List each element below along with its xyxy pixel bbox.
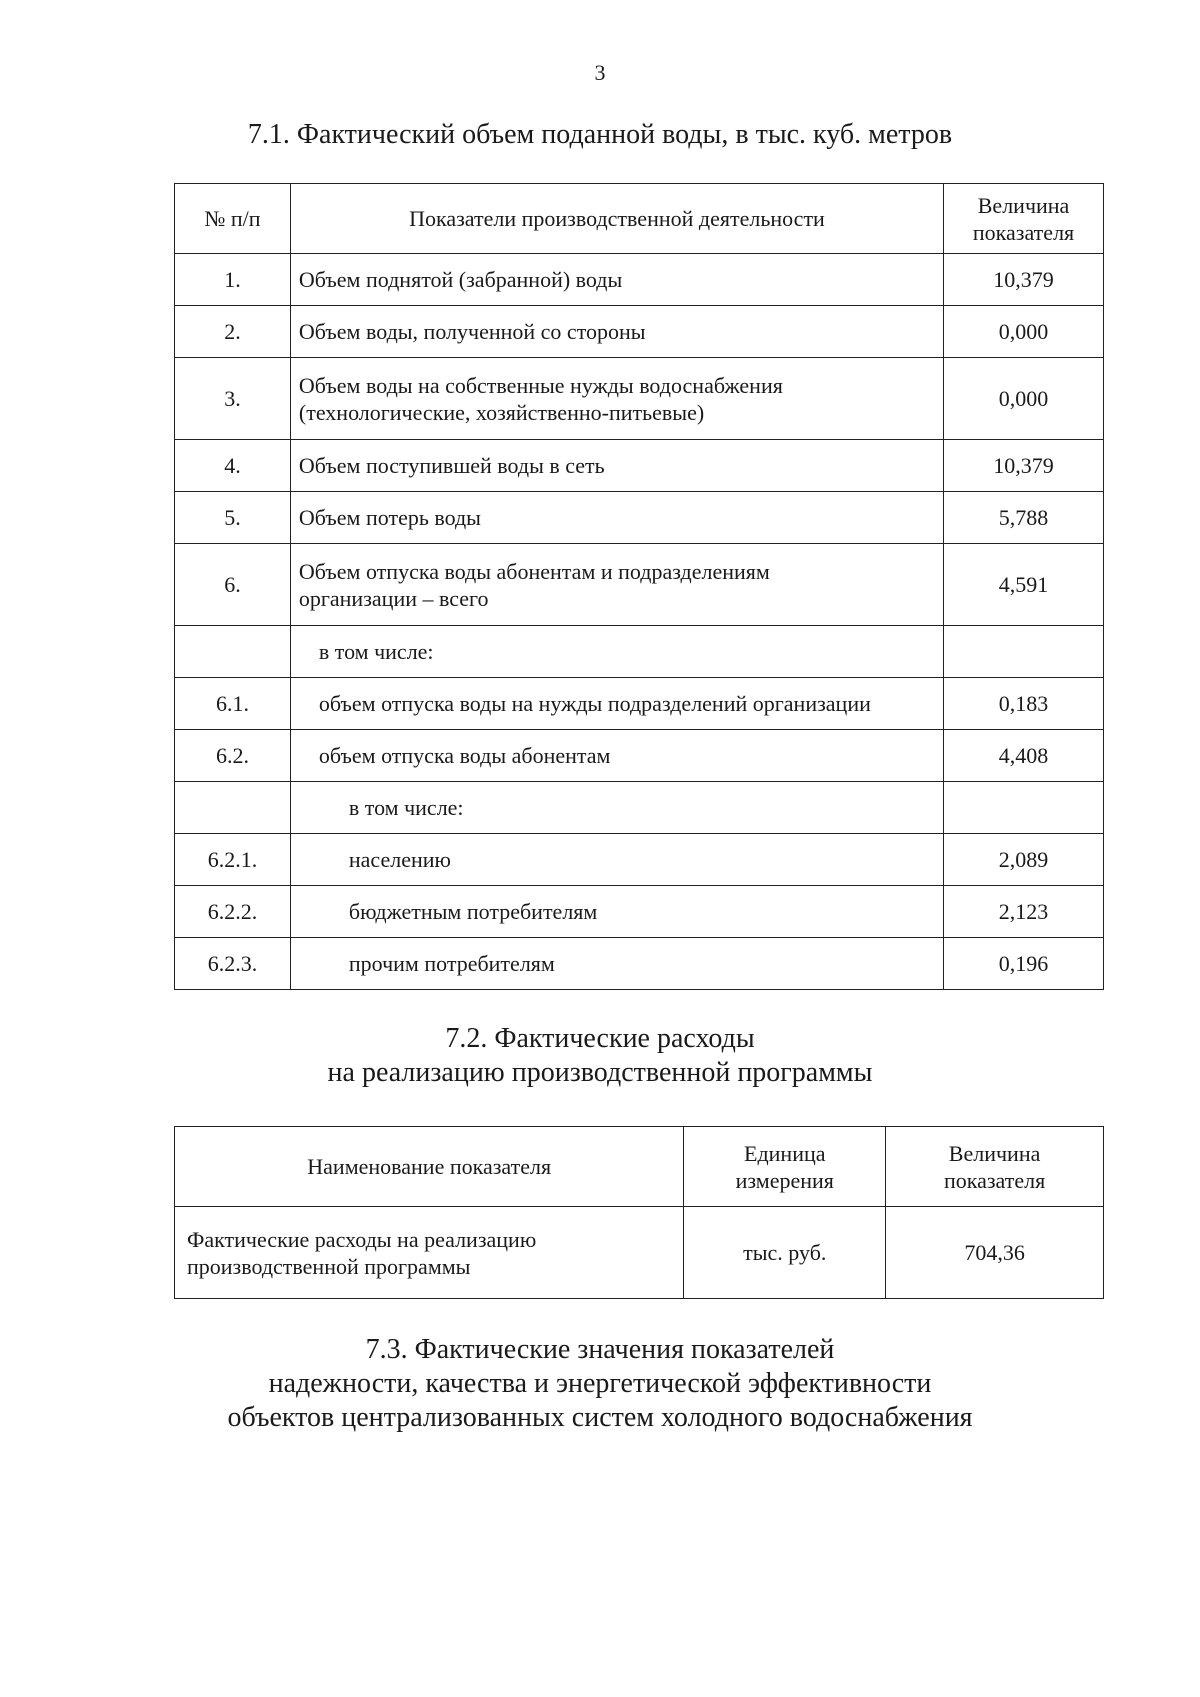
row-label-line2: (технологические, хозяйственно-питьевые) bbox=[298, 399, 705, 425]
row-value bbox=[944, 782, 1104, 834]
row-label bbox=[175, 1207, 684, 1299]
row-label bbox=[290, 544, 943, 626]
section-2-title-line1: 7.2. Фактические расходы bbox=[445, 1023, 755, 1054]
row-label: прочим потребителям bbox=[290, 938, 943, 990]
header-value-line2: показателя bbox=[943, 1167, 1046, 1193]
row-label: в том числе: bbox=[290, 626, 943, 678]
row-num: 2. bbox=[175, 306, 291, 358]
table-row bbox=[175, 1207, 1104, 1299]
section-2-title bbox=[0, 1022, 1200, 1090]
header-name: Показатели производственной деятельности bbox=[290, 184, 943, 254]
row-label: в том числе: bbox=[290, 782, 943, 834]
row-num: 6.2. bbox=[175, 730, 291, 782]
section-2-title-line2: на реализацию производственной программы bbox=[327, 1057, 873, 1088]
row-label: Объем воды, полученной со стороны bbox=[290, 306, 943, 358]
table-row bbox=[175, 626, 1104, 678]
row-value: 4,591 bbox=[944, 544, 1104, 626]
header-value-line1: Величина bbox=[977, 192, 1070, 218]
table-row bbox=[175, 544, 1104, 626]
row-num: 3. bbox=[175, 358, 291, 440]
row-label: Объем поднятой (забранной) воды bbox=[290, 254, 943, 306]
row-value: 2,089 bbox=[944, 834, 1104, 886]
table-row bbox=[175, 886, 1104, 938]
header-value-line2: показателя bbox=[972, 219, 1075, 245]
section-1-title bbox=[0, 118, 1200, 152]
row-value: 0,183 bbox=[944, 678, 1104, 730]
row-label-line1: Объем отпуска воды абонентам и подразделениям bbox=[298, 558, 770, 584]
row-num: 6. bbox=[175, 544, 291, 626]
header-unit-line2: измерения bbox=[735, 1167, 834, 1193]
row-label bbox=[290, 358, 943, 440]
table-row bbox=[175, 730, 1104, 782]
section-1-title-text: 7.1. Фактический объем поданной воды, в тыс. куб. метров bbox=[247, 119, 953, 150]
table-row bbox=[175, 938, 1104, 990]
section-3-title-line3: объектов централизованных систем холодного водоснабжения bbox=[227, 1402, 973, 1433]
header-num: № п/п bbox=[175, 184, 291, 254]
row-label: Объем поступившей воды в сеть bbox=[290, 440, 943, 492]
row-label: населению bbox=[290, 834, 943, 886]
row-value bbox=[944, 626, 1104, 678]
water-volume-table bbox=[174, 183, 1104, 990]
row-num: 1. bbox=[175, 254, 291, 306]
row-value: 2,123 bbox=[944, 886, 1104, 938]
header-unit-line1: Единица bbox=[744, 1140, 826, 1166]
row-value: 0,000 bbox=[944, 306, 1104, 358]
table-row bbox=[175, 254, 1104, 306]
row-label: объем отпуска воды абонентам bbox=[290, 730, 943, 782]
row-value: 4,408 bbox=[944, 730, 1104, 782]
row-label-line1: Фактические расходы на реализацию bbox=[187, 1226, 537, 1252]
table-header-row bbox=[175, 184, 1104, 254]
row-label-line2: организации – всего bbox=[298, 585, 489, 611]
section-3-title-line1: 7.3. Фактические значения показателей bbox=[365, 1334, 835, 1365]
row-num: 4. bbox=[175, 440, 291, 492]
row-num: 6.2.3. bbox=[175, 938, 291, 990]
row-value: 10,379 bbox=[944, 440, 1104, 492]
expenses-table bbox=[174, 1126, 1104, 1299]
row-label: Объем потерь воды bbox=[290, 492, 943, 544]
table-row bbox=[175, 834, 1104, 886]
table-row bbox=[175, 306, 1104, 358]
row-value: 10,379 bbox=[944, 254, 1104, 306]
row-value: 5,788 bbox=[944, 492, 1104, 544]
row-value: 0,000 bbox=[944, 358, 1104, 440]
header-unit bbox=[684, 1127, 886, 1207]
table-row bbox=[175, 358, 1104, 440]
row-num: 6.1. bbox=[175, 678, 291, 730]
row-label-line2: производственной программы bbox=[187, 1253, 471, 1279]
header-value-line1: Величина bbox=[948, 1140, 1041, 1166]
table-row bbox=[175, 440, 1104, 492]
header-value bbox=[886, 1127, 1104, 1207]
section-3-title bbox=[0, 1333, 1200, 1435]
table-row bbox=[175, 492, 1104, 544]
row-value: 704,36 bbox=[886, 1207, 1104, 1299]
row-num bbox=[175, 626, 291, 678]
row-num bbox=[175, 782, 291, 834]
row-label: объем отпуска воды на нужды подразделений организации bbox=[290, 678, 943, 730]
table-row bbox=[175, 678, 1104, 730]
header-value bbox=[944, 184, 1104, 254]
row-num: 6.2.2. bbox=[175, 886, 291, 938]
header-name: Наименование показателя bbox=[175, 1127, 684, 1207]
row-value: 0,196 bbox=[944, 938, 1104, 990]
page-number: 3 bbox=[594, 60, 606, 85]
row-unit: тыс. руб. bbox=[684, 1207, 886, 1299]
section-3-title-line2: надежности, качества и энергетической эффективности bbox=[268, 1368, 932, 1399]
row-num: 6.2.1. bbox=[175, 834, 291, 886]
row-label-line1: Объем воды на собственные нужды водоснабжения bbox=[298, 372, 783, 398]
table-header-row bbox=[175, 1127, 1104, 1207]
row-label: бюджетным потребителям bbox=[290, 886, 943, 938]
row-num: 5. bbox=[175, 492, 291, 544]
table-row bbox=[175, 782, 1104, 834]
